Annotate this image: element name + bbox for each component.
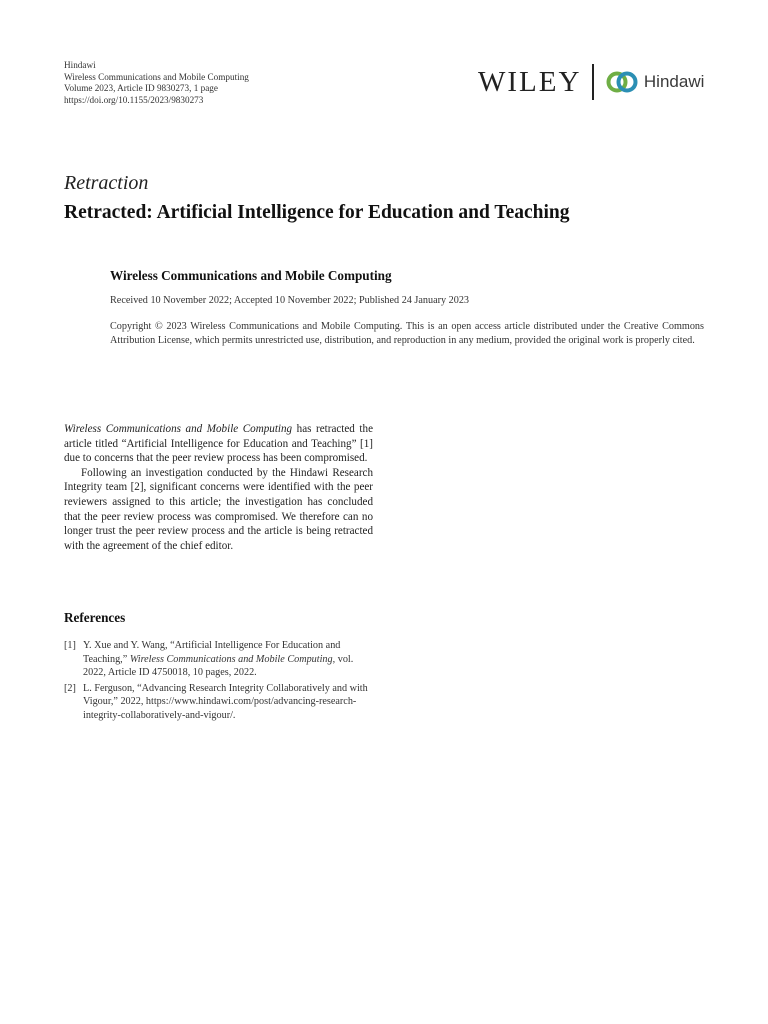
reference-item <box>64 682 373 723</box>
journal-heading: Wireless Communications and Mobile Computing <box>110 268 392 283</box>
article-title: Retracted: Artificial Intelligence for Education and Teaching <box>64 202 570 223</box>
reference-text[interactable]: L. Ferguson, “Advancing Research Integrity Collaboratively and with Vigour,” 2022, https://www.hindawi.com/post/advancing-research-integrity-collaboratively-and-vigour/. <box>83 682 368 721</box>
wiley-logo: WILEY <box>478 65 582 98</box>
reference-item <box>64 639 373 680</box>
publication-dates: Received 10 November 2022; Accepted 10 November 2022; Published 24 January 2023 <box>110 295 470 306</box>
logo-divider <box>592 64 594 100</box>
publisher-name: Hindawi <box>64 60 96 70</box>
hindawi-logo-icon <box>606 67 638 97</box>
body-paragraph <box>64 422 373 466</box>
journal-name: Wireless Communications and Mobile Computing <box>64 71 249 82</box>
reference-number: [2] <box>64 682 76 694</box>
references-heading: References <box>64 610 126 625</box>
journal-italic: Wireless Communications and Mobile Computing <box>64 423 293 435</box>
copyright-notice: Copyright © 2023 Wireless Communications and Mobile Computing. This is an open access article distributed under the Creative Commons Attribution License, which permits unrestricted use, distribution, and reproduction in any medium, provided the original work is properly cited. <box>110 321 704 346</box>
reference-text-b: vol. 2022, Article ID 4750018, 10 pages, 2022. <box>83 653 354 679</box>
paragraph-text: has retracted the article titled “Artificial Intelligence for Education and Teaching” [1] due to concerns that the peer review process has been compromised. <box>64 423 373 465</box>
doi-link[interactable]: https://doi.org/10.1155/2023/9830273 <box>64 95 204 106</box>
hindawi-wordmark: Hindawi <box>643 72 705 91</box>
body-paragraph: Following an investigation conducted by the Hindawi Research Integrity team [2], significant concerns were identified with the peer reviewers assigned to this article; the investigation has concluded that the peer review process was compromised. We therefore can no longer trust the peer review process and the article is being retracted with the agreement of the chief editor. <box>64 466 373 552</box>
retraction-body <box>64 422 373 553</box>
references-list <box>64 639 373 725</box>
article-type: Retraction <box>64 172 149 194</box>
publisher-logos <box>478 62 704 102</box>
reference-number: [1] <box>64 640 76 651</box>
reference-text-a: Y. Xue and Y. Wang, “Artificial Intelligence For Education and Teaching,” <box>83 640 341 665</box>
article-metadata <box>64 60 249 107</box>
reference-text <box>83 639 373 680</box>
reference-source: Wireless Communications and Mobile Computing, <box>129 653 336 665</box>
volume-info: Volume 2023, Article ID 9830273, 1 page <box>64 83 218 94</box>
